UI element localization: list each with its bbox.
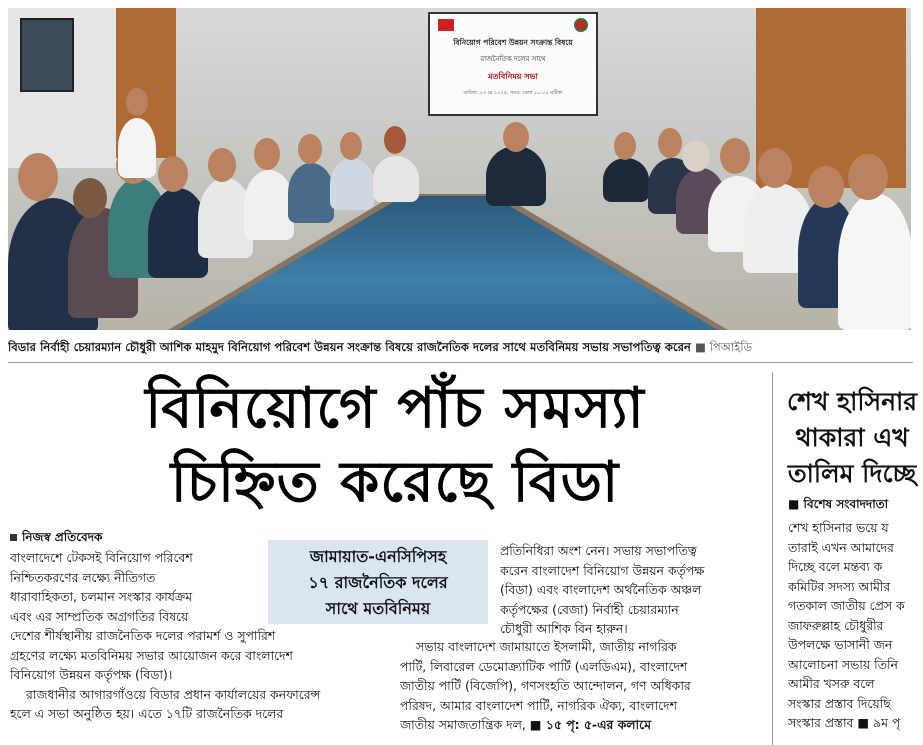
article-line: চৌধুরী আশিক বিন হারুন। xyxy=(500,621,628,636)
article-line: বাংলাদেশে টেকসই বিনিয়োগ পরিবেশ xyxy=(10,550,193,565)
article-line: করেন বাংলাদেশ বিনিয়োগ উন্নয়ন কর্তৃপক্ষ xyxy=(500,562,705,578)
article-line-text: জাতীয় সমাজতান্ত্রিক দল, xyxy=(400,717,526,732)
side-line: জাফরুল্লাহ চৌধুরীর xyxy=(788,617,884,633)
person-left-7 xyxy=(288,163,334,223)
article-line: বিনিয়োগ উন্নয়ন কর্তৃপক্ষ (বিডা)। xyxy=(10,667,173,682)
side-line: উপলক্ষে ভাসানী জন xyxy=(788,637,893,652)
side-line: আলোচনা সভায় তিনি xyxy=(788,656,898,672)
article-byline xyxy=(10,529,102,549)
person-standing xyxy=(118,118,156,178)
bullet-square-icon xyxy=(10,534,17,541)
byline-text: নিজস্ব প্রতিবেদক xyxy=(22,530,103,544)
person-left-5-head xyxy=(208,148,236,182)
side-headline-3: তালিম দিচ্ছে xyxy=(787,459,917,488)
person-right-5-head xyxy=(758,148,792,188)
person-right-1-head xyxy=(614,132,636,160)
article-line: ধারাবাহিকতা, চলমান সংস্কার কার্যক্রম xyxy=(10,589,193,604)
side-line: কমিটির সদস্য আমীর xyxy=(788,578,891,594)
person-right-3-head xyxy=(682,140,710,172)
side-headline-2: থাকারা এখ xyxy=(795,423,909,452)
article-line: নিশ্চিতকরণের লক্ষ্যে নীতিগত xyxy=(10,569,156,585)
caption-divider xyxy=(8,362,913,363)
article-column-1b xyxy=(10,626,365,724)
caption-text: বিডার নির্বাহী চেয়ারম্যান চৌধুরী আশিক মাহমুদ বিনিয়োগ পরিবেশ উন্নয়ন সংক্রান্ত বিষয়ে রাজনৈতিক দলের সাথে মতবিনিময় সভায় সভাপতিত্ব করেন xyxy=(8,340,691,354)
pull-quote-line: ১৭ রাজনৈতিক দলের xyxy=(308,573,448,592)
person-left-9-head xyxy=(384,126,406,154)
person-left-4-head xyxy=(158,156,188,192)
article-column-2 xyxy=(500,541,742,639)
screen-line-4: তারিখ: ১৩ মে ২০২৫, সময়: বেলা ১০:০০ ঘটিকা xyxy=(463,90,563,96)
person-left-8 xyxy=(330,158,374,210)
projection-screen xyxy=(428,12,598,116)
article-line: জাতীয় পার্টি (বিজেপি), গণসংহতি আন্দোলন, গণ অধিকার xyxy=(400,678,691,693)
chairman-figure xyxy=(486,146,546,206)
pull-quote-line: জামায়াত-এনসিপিসহ xyxy=(309,547,447,566)
person-left-6 xyxy=(244,170,294,240)
pull-quote xyxy=(268,540,488,624)
wall-monitor xyxy=(20,18,74,92)
article-line xyxy=(400,715,742,735)
article-line: দেশের শীর্ষস্থানীয় রাজনৈতিক দলের পরামর্শ ও সুপারিশ xyxy=(10,628,276,643)
screen-line-3: মতবিনিময় সভা xyxy=(488,72,538,81)
article-line: এবং এর সাম্প্রতিক অগ্রগতির বিষয়ে xyxy=(10,608,189,624)
side-line: তারাই এখন আমাদের xyxy=(788,539,894,555)
article-line: সভায় বাংলাদেশ জামায়াতে ইসলামী, জাতীয় নাগরিক xyxy=(416,639,677,654)
side-line: আমীর খসরু বলে xyxy=(788,676,875,691)
screen-line-1: বিনিয়োগ পরিবেশ উন্নয়ন সংক্রান্ত বিষয়ে xyxy=(453,38,573,47)
person-right-6-head xyxy=(808,166,844,208)
person-right-2-head xyxy=(658,128,682,158)
side-headline-1: শেখ হাসিনার xyxy=(786,387,918,416)
person-left-9 xyxy=(373,156,419,202)
article-line: পার্টি, লিবারেল ডেমোক্র্যাটিক পার্টি (এলডিএম), বাংলাদেশ xyxy=(400,658,688,674)
person-left-6-head xyxy=(254,138,280,170)
person-left-7-head xyxy=(298,134,322,164)
side-body xyxy=(788,518,923,733)
person-standing-head xyxy=(126,88,148,116)
side-line: শেখ হাসিনার ভয়ে য xyxy=(788,520,889,535)
main-headline xyxy=(30,372,760,520)
side-line: দিচ্ছে বলে মন্তব্য ক xyxy=(788,559,883,574)
caption-credit: ■ পিআইডি xyxy=(694,340,753,354)
person-right-4-head xyxy=(720,138,750,174)
article-line: গ্রহণের লক্ষ্যে মতবিনিময় সভার আয়োজন করে বাংলাদেশ xyxy=(10,647,293,663)
person-right-7-head xyxy=(848,154,888,200)
person-left-8-head xyxy=(340,132,362,160)
person-right-1 xyxy=(603,158,649,202)
side-byline: ■ বিশেষ সংবাদদাতা xyxy=(788,497,889,511)
side-line: সংস্কার প্রস্তাব দিয়েছি xyxy=(788,695,891,711)
article-line: হলে এ সভা অনুষ্ঠিত হয়। এতে ১৭টি রাজনৈতিক দলের xyxy=(10,706,284,721)
pull-quote-line: সাথে মতবিনিময় xyxy=(325,599,431,618)
article-line: (বিডা) এবং বাংলাদেশ অর্থনৈতিক অঞ্চল xyxy=(500,582,702,597)
article-column-1a xyxy=(10,548,258,626)
person-left-1-head xyxy=(18,153,58,201)
headline-line-2: চিহ্নিত করেছে বিডা xyxy=(170,450,620,515)
person-right-7 xyxy=(838,193,911,330)
person-left-2-head xyxy=(73,178,107,218)
headline-line-1: বিনিয়োগে পাঁচ সমস্যা xyxy=(145,376,645,441)
continued-on-page-link[interactable]: ■ ১৫ পৃ: ৫-এর কলামে xyxy=(529,717,651,732)
news-photo xyxy=(8,8,911,330)
chairman-head xyxy=(503,122,529,152)
article-column-2b xyxy=(400,637,742,735)
article-line: পরিষদ, আমার বাংলাদেশ পার্টি, নাগরিক ঐক্য, বাংলাদেশ xyxy=(400,697,677,713)
screen-line-2: রাজনৈতিক দলের সাথে xyxy=(480,55,546,63)
article-line: কর্তৃপক্ষের (বেজা) নির্বাহী চেয়ারম্যান xyxy=(500,601,679,617)
bida-logo xyxy=(438,19,454,31)
government-seal xyxy=(574,18,588,32)
side-story xyxy=(772,372,923,745)
photo-caption xyxy=(8,338,913,356)
article-line: প্রতিনিধিরা অংশ নেন। সভায় সভাপতিত্ব xyxy=(500,543,697,558)
side-line: সংস্কার প্রস্তাব ■ ৯ম পৃ xyxy=(788,715,901,730)
side-line: গতকাল জাতীয় প্রেস ক xyxy=(788,598,905,613)
article-line: রাজধানীর আগারগাঁওয়ে বিডার প্রধান কার্যালয়ের কনফারেন্স xyxy=(26,686,321,702)
